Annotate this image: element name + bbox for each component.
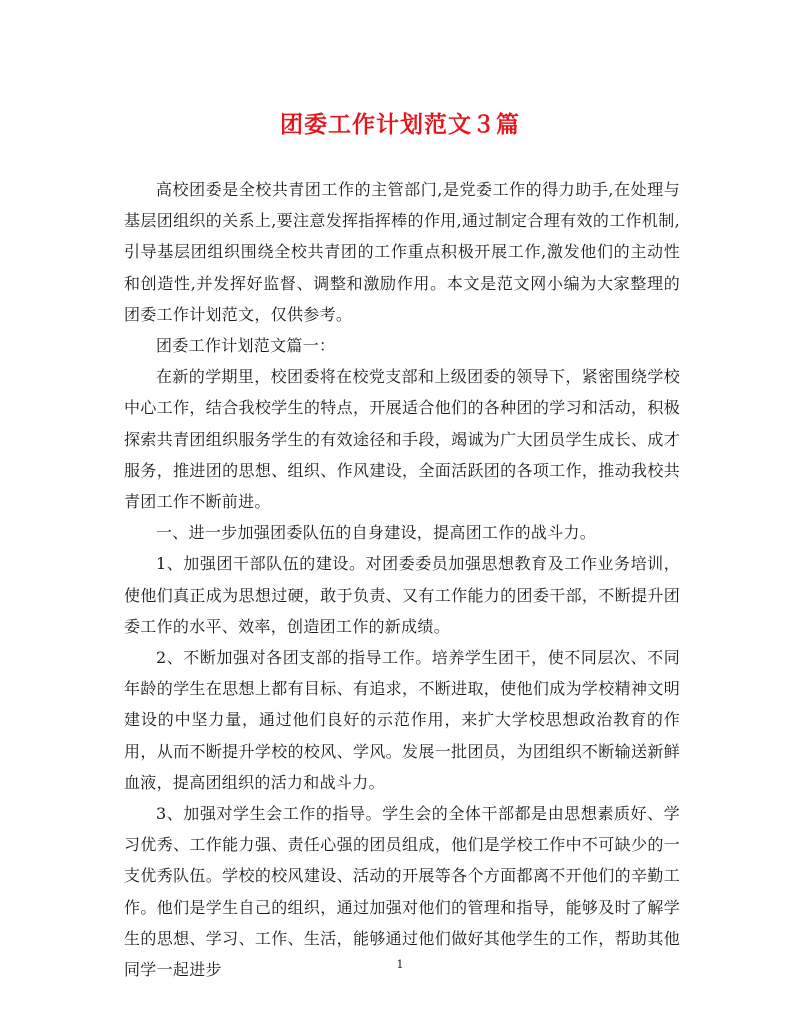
paragraph-item-2: 2、不断加强对各团支部的指导工作。培养学生团干，使不同层次、不同年龄的学生在思想上都有目标、有追求，不断进取，使他们成为学校精神文明建设的中坚力量，通过他们良好的示范作用，来扩大学校思想政治教育的作用，从而不断提升学校的校风、学风。发展一批团员，为团组织不断输送新鲜血液，提高团组织的活力和战斗力。 xyxy=(124,648,680,792)
paragraph-point-one: 一、进一步加强团委队伍的自身建设，提高团工作的战斗力。 xyxy=(156,523,597,543)
paragraph-overview: 在新的学期里，校团委将在校党支部和上级团委的领导下，紧密围绕学校中心工作，结合我校学生的特点，开展适合他们的各种团的学习和活动，积极探索共青团组织服务学生的有效途径和手段，竭诚为广大团员学生成长、成才服务，推进团的思想、组织、作风建设，全面活跃团的各项工作，推动我校共青团工作不断前进。 xyxy=(124,367,680,512)
document-title: 团委工作计划范文３篇 xyxy=(280,111,520,138)
paragraph-intro: 高校团委是全校共青团工作的主管部门,是党委工作的得力助手,在处理与基层团组织的关系上,要注意发挥指挥棒的作用,通过制定合理有效的工作机制,引导基层团组织围绕全校共青团的工作重点积极开展工作,激发他们的主动性和创造性,并发挥好监督、调整和激励作用。本文是范文网小编为大家整理的团委工作计划范文，仅供参考。 xyxy=(124,180,680,324)
paragraph-item-3: 3、加强对学生会工作的指导。学生会的全体干部都是由思想素质好、学习优秀、工作能力强、责任心强的团员组成，他们是学校工作中不可缺少的一支优秀队伍。学校的校风建设、活动的开展等各个方面都离不开他们的辛勤工作。他们是学生自己的组织，通过加强对他们的管理和指导，能够及时了解学生的思想、学习、工作、生活，能够通过他们做好其他学生的工作，帮助其他同学一起进步 xyxy=(124,804,680,980)
paragraph-section-heading: 团委工作计划范文篇一： xyxy=(156,336,336,356)
paragraph-item-1: 1、加强团干部队伍的建设。对团委委员加强思想教育及工作业务培训，使他们真正成为思想过硬，敢于负责、又有工作能力的团委干部，不断提升团委工作的水平、效率，创造团工作的新成绩。 xyxy=(124,554,680,636)
page-number: 1 xyxy=(396,958,404,971)
document-body xyxy=(124,174,680,985)
